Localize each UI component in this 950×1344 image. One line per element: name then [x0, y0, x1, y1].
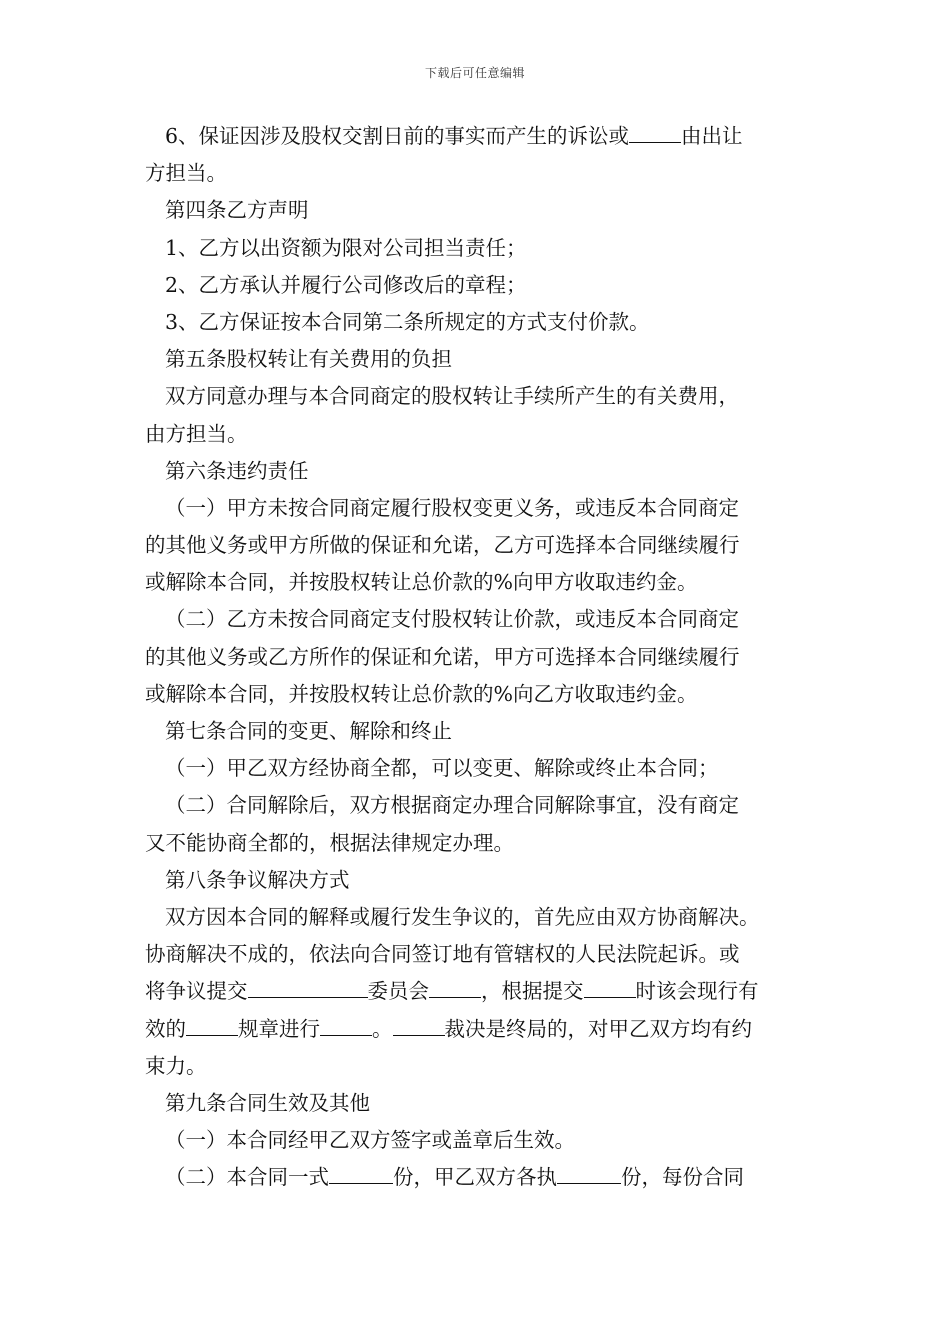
fill-blank: [186, 1017, 238, 1036]
text-line: 将争议提交 委员会 ，根据提交 时该会现行有: [145, 979, 759, 1004]
text-line: 又不能协商全都的，根据法律规定办理。: [145, 830, 514, 855]
text-line: 3、乙方保证按本合同第二条所规定的方式支付价款。: [165, 309, 650, 334]
text-line: 2、乙方承认并履行公司修改后的章程；: [165, 272, 527, 297]
contract-body: [145, 118, 825, 1196]
text-line: 或解除本合同，并按股权转让总价款的%向乙方收取违约金。: [145, 681, 698, 706]
text-line: 6、保证因涉及股权交割日前的事实而产生的诉讼或 由出让: [165, 124, 743, 148]
text-line: （一）本合同经甲乙双方签字或盖章后生效。: [165, 1128, 575, 1153]
text-line: 1、乙方以出资额为限对公司担当责任；: [165, 235, 527, 260]
section-heading: 第四条乙方声明: [165, 198, 309, 223]
text-line: （二）乙方未按合同商定支付股权转让价款，或违反本合同商定: [165, 607, 739, 632]
section-heading: 第七条合同的变更、解除和终止: [165, 719, 452, 743]
text-line: （一）甲乙双方经协商全都，可以变更、解除或终止本合同；: [165, 756, 719, 781]
text-line: 效的 规章进行 。 裁决是终局的，对甲乙双方均有约: [145, 1016, 752, 1041]
section-heading: 第九条合同生效及其他: [165, 1090, 370, 1115]
fill-blank: [248, 979, 368, 998]
fill-blank: [429, 979, 481, 998]
text-line: 或解除本合同，并按股权转让总价款的%向甲方收取违约金。: [145, 570, 698, 595]
text-line: （二）合同解除后，双方根据商定办理合同解除事宜，没有商定: [165, 793, 739, 818]
text-line: （一）甲方未按合同商定履行股权变更义务，或违反本合同商定: [165, 495, 739, 520]
text-line: 双方因本合同的解释或履行发生争议的，首先应由双方协商解决。: [165, 904, 760, 929]
fill-blank: [584, 979, 636, 998]
fill-blank: [557, 1165, 621, 1184]
text-line: （二）本合同一式 份，甲乙双方各执 份，每份合同: [165, 1165, 744, 1190]
page-header: 下载后可任意编辑: [424, 66, 525, 80]
text-line: 协商解决不成的，依法向合同签订地有管辖权的人民法院起诉。或: [145, 942, 740, 967]
text-line: 双方同意办理与本合同商定的股权转让手续所产生的有关费用，: [165, 384, 739, 409]
text-line: 的其他义务或乙方所作的保证和允诺，甲方可选择本合同继续履行: [145, 644, 740, 669]
section-heading: 第八条争议解决方式: [165, 867, 350, 892]
text-line: 由方担当。: [145, 421, 248, 446]
section-heading: 第五条股权转让有关费用的负担: [165, 347, 452, 372]
text-line: 方担当。: [145, 161, 227, 186]
fill-blank: [629, 124, 681, 143]
fill-blank: [320, 1017, 372, 1036]
fill-blank: [329, 1165, 393, 1184]
text-line: 束力。: [145, 1053, 207, 1078]
section-heading: 第六条违约责任: [165, 458, 309, 483]
fill-blank: [393, 1017, 445, 1036]
text-line: 的其他义务或甲方所做的保证和允诺，乙方可选择本合同继续履行: [145, 533, 740, 558]
